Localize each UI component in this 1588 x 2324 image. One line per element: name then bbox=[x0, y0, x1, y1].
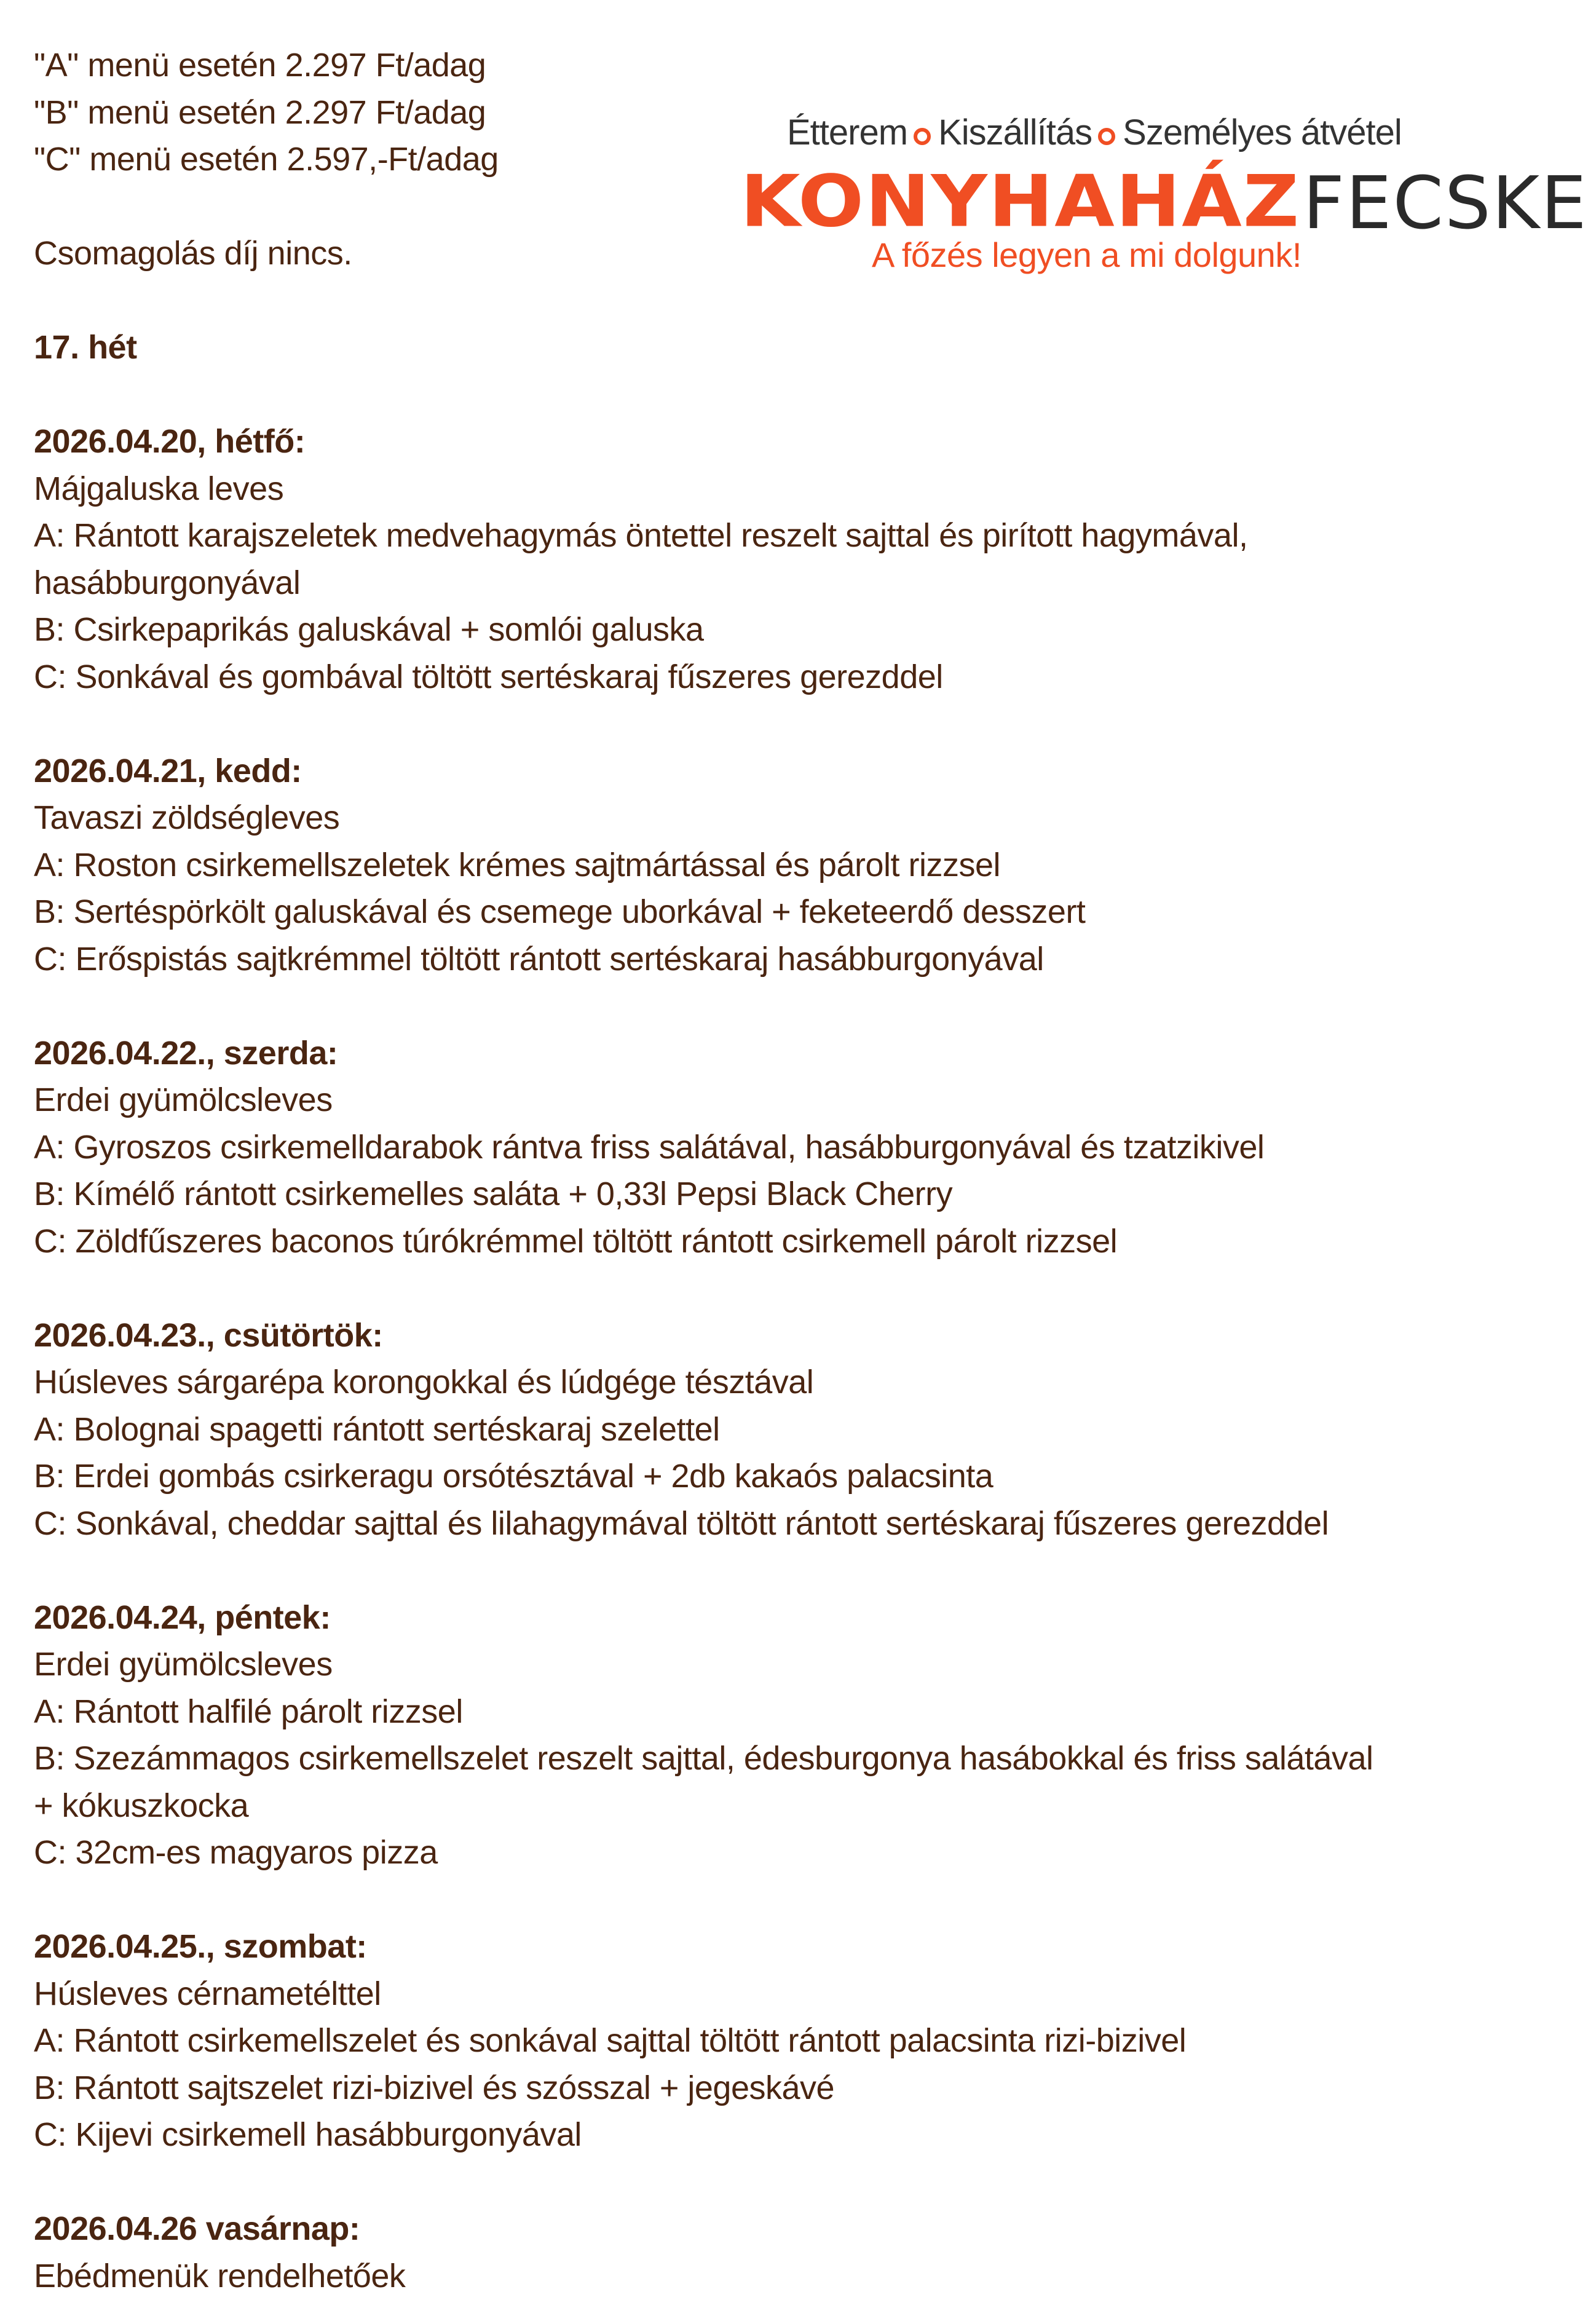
service-delivery: Kiszállítás bbox=[938, 113, 1092, 152]
restaurant-logo bbox=[738, 105, 1588, 283]
day-heading: 2026.04.22., szerda: bbox=[34, 1034, 338, 1072]
day-heading: 2026.04.21, kedd: bbox=[34, 752, 302, 789]
menu-item: + kókuszkocka bbox=[34, 1787, 249, 1824]
day-section bbox=[34, 418, 1509, 748]
service-restaurant: Étterem bbox=[787, 113, 908, 152]
logo-brand bbox=[740, 156, 1588, 247]
spacer bbox=[34, 2159, 1509, 2206]
day-heading: 2026.04.20, hétfő: bbox=[34, 423, 306, 460]
day-section bbox=[34, 1030, 1509, 1312]
bullet-ring-icon bbox=[914, 128, 931, 145]
menu-item: A: Bolognai spagetti rántott sertéskaraj szelettel bbox=[34, 1410, 720, 1448]
spacer bbox=[34, 1547, 1509, 1594]
menu-item: C: Kijevi csirkemell hasábburgonyával bbox=[34, 2116, 582, 2153]
brand-primary: KONYHAHÁZ bbox=[740, 159, 1301, 243]
menu-item: Húsleves sárgarépa korongokkal és lúdgége tésztával bbox=[34, 1364, 814, 1401]
day-section bbox=[34, 748, 1509, 1030]
week-label: 17. hét bbox=[34, 329, 137, 366]
menu-item: B: Szezámmagos csirkemellszelet reszelt sajttal, édesburgonya hasábokkal és friss salátával bbox=[34, 1740, 1373, 1777]
menu-item: Erdei gyümölcsleves bbox=[34, 1646, 333, 1683]
bullet-ring-icon bbox=[1098, 128, 1115, 145]
menu-item: A: Roston csirkemellszeletek krémes sajtmártással és párolt rizzsel bbox=[34, 846, 1000, 883]
spacer bbox=[34, 700, 1509, 748]
menu-item: B: Sertéspörkölt galuskával és csemege uborkával + feketeerdő desszert bbox=[34, 893, 1086, 930]
menu-item: C: 32cm-es magyaros pizza bbox=[34, 1834, 438, 1871]
spacer bbox=[34, 1876, 1509, 1924]
spacer bbox=[34, 1265, 1509, 1312]
menu-item: Tavaszi zöldségleves bbox=[34, 799, 340, 836]
logo-slogan: A főzés legyen a mi dolgunk! bbox=[872, 235, 1302, 274]
menu-item: A: Rántott karajszeletek medvehagymás öntettel reszelt sajttal és pirított hagymával, bbox=[34, 517, 1248, 554]
day-section bbox=[34, 2205, 1509, 2299]
spacer bbox=[34, 982, 1509, 1030]
menu-item: C: Sonkával és gombával töltött sertéskaraj fűszeres gerezddel bbox=[34, 658, 943, 695]
menu-item: B: Rántott sajtszelet rizi-bizivel és szósszal + jegeskávé bbox=[34, 2069, 835, 2106]
price-line-a: "A" menü esetén 2.297 Ft/adag bbox=[34, 47, 486, 84]
menu-item: C: Sonkával, cheddar sajttal és lilahagymával töltött rántott sertéskaraj fűszeres gerezddel bbox=[34, 1504, 1329, 1542]
day-heading: 2026.04.25., szombat: bbox=[34, 1928, 367, 1965]
menu-item: C: Zöldfűszeres baconos túrókrémmel töltött rántott csirkemell párolt rizzsel bbox=[34, 1222, 1118, 1260]
day-section bbox=[34, 1594, 1509, 1924]
menu-item: B: Csirkepaprikás galuskával + somlói galuska bbox=[34, 611, 704, 648]
menu-item: A: Rántott halfilé párolt rizzsel bbox=[34, 1693, 463, 1730]
day-heading: 2026.04.23., csütörtök: bbox=[34, 1316, 383, 1354]
menu-item: B: Kímélő rántott csirkemelles saláta + 0,33l Pepsi Black Cherry bbox=[34, 1176, 953, 1212]
menu-item: C: Erőspistás sajtkrémmel töltött rántott sertéskaraj hasábburgonyával bbox=[34, 940, 1044, 978]
packaging-note: Csomagolás díj nincs. bbox=[34, 235, 352, 272]
spacer bbox=[34, 277, 1509, 325]
day-heading: 2026.04.26 vasárnap: bbox=[34, 2210, 360, 2247]
menu-item: A: Rántott csirkemellszelet és sonkával sajttal töltött rántott palacsinta rizi-bizivel bbox=[34, 2022, 1187, 2059]
menu-item: Erdei gyümölcsleves bbox=[34, 1081, 333, 1118]
menu-item: hasábburgonyával bbox=[34, 564, 301, 601]
brand-secondary: FECSKE bbox=[1303, 160, 1588, 245]
daily-menus bbox=[34, 418, 1509, 2299]
menu-item: Ebédmenük rendelhetőek bbox=[34, 2257, 406, 2294]
spacer bbox=[34, 371, 1509, 419]
menu-item: Májgaluska leves bbox=[34, 470, 284, 507]
day-section bbox=[34, 1923, 1509, 2205]
service-pickup: Személyes átvétel bbox=[1123, 113, 1402, 152]
price-line-b: "B" menü esetén 2.297 Ft/adag bbox=[34, 93, 486, 131]
menu-item: Húsleves cérnametélttel bbox=[34, 1975, 381, 2012]
menu-item: A: Gyroszos csirkemelldarabok rántva friss salátával, hasábburgonyával és tzatzikivel bbox=[34, 1128, 1265, 1166]
day-heading: 2026.04.24, péntek: bbox=[34, 1599, 331, 1636]
price-line-c: "C" menü esetén 2.597,-Ft/adag bbox=[34, 141, 499, 178]
menu-item: B: Erdei gombás csirkeragu orsótésztával + 2db kakaós palacsinta bbox=[34, 1458, 993, 1495]
logo-services bbox=[787, 112, 1402, 153]
menu-document bbox=[34, 42, 1509, 2299]
day-section bbox=[34, 1312, 1509, 1594]
